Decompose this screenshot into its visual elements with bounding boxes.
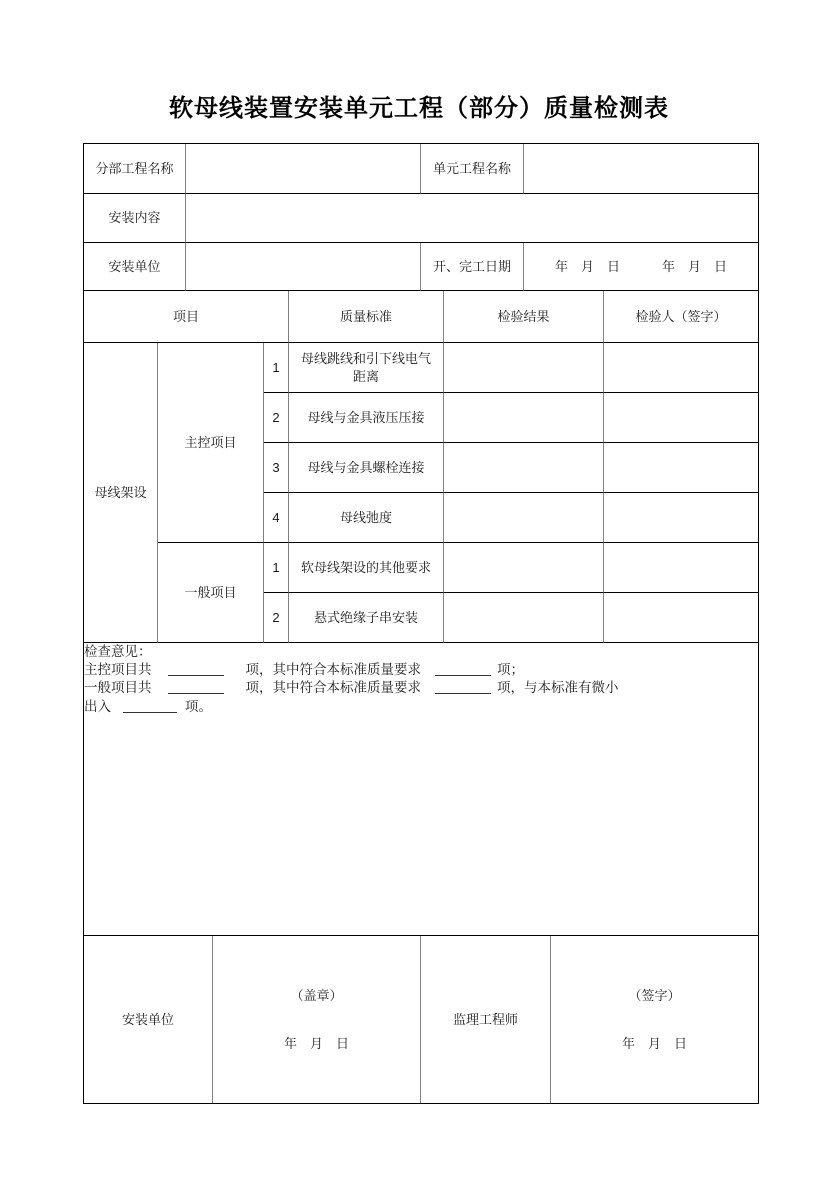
column-header-item: 项目: [84, 291, 289, 343]
item-standard: 母线弛度: [289, 493, 444, 543]
item-inspector-field[interactable]: [604, 493, 758, 543]
quality-inspection-form: [83, 143, 759, 1104]
item-number: 1: [264, 543, 289, 593]
inspection-opinion-section: [84, 643, 758, 936]
install-content-label: 安装内容: [84, 194, 186, 243]
item-result-field[interactable]: [444, 343, 604, 393]
group-label-busbar-erection: 母线架设: [84, 343, 158, 643]
deviation-summary-line: 出入 项。: [84, 698, 212, 714]
footer-install-unit-seal-area[interactable]: [213, 936, 421, 1103]
item-inspector-field[interactable]: [604, 593, 758, 643]
start-finish-date-field[interactable]: [524, 243, 758, 291]
general-total-blank[interactable]: [168, 680, 224, 694]
footer-supervisor-sign-area[interactable]: [551, 936, 758, 1103]
item-inspector-field[interactable]: [604, 543, 758, 593]
main-control-total-blank[interactable]: [168, 662, 224, 676]
start-date-placeholder[interactable]: 年 月 日: [554, 258, 620, 274]
install-unit-field[interactable]: [186, 243, 421, 291]
install-unit-label: 安装单位: [84, 243, 186, 291]
column-header-result: 检验结果: [444, 291, 604, 343]
division-project-label: 分部工程名称: [84, 144, 186, 194]
footer-supervisor-label: 监理工程师: [421, 936, 551, 1103]
seal-date-placeholder[interactable]: 年 月 日: [283, 1035, 349, 1051]
item-number: 2: [264, 593, 289, 643]
item-standard: 母线跳线和引下线电气距离: [289, 343, 444, 393]
item-result-field[interactable]: [444, 593, 604, 643]
item-result-field[interactable]: [444, 543, 604, 593]
division-project-field[interactable]: [186, 144, 421, 194]
item-result-field[interactable]: [444, 393, 604, 443]
finish-date-placeholder[interactable]: 年 月 日: [662, 258, 728, 274]
section-label-main-control-items: 主控项目: [158, 343, 264, 543]
footer-install-unit-label: 安装单位: [84, 936, 213, 1103]
item-inspector-field[interactable]: [604, 443, 758, 493]
unit-project-label: 单元工程名称: [421, 144, 524, 194]
main-control-pass-blank[interactable]: [435, 662, 491, 676]
item-number: 2: [264, 393, 289, 443]
item-number: 4: [264, 493, 289, 543]
start-finish-date-label: 开、完工日期: [421, 243, 524, 291]
column-header-standard: 质量标准: [289, 291, 444, 343]
deviation-count-blank[interactable]: [123, 699, 177, 713]
item-inspector-field[interactable]: [604, 393, 758, 443]
item-number: 1: [264, 343, 289, 393]
item-standard: 母线与金具液压压接: [289, 393, 444, 443]
item-standard: 悬式绝缘子串安装: [289, 593, 444, 643]
item-result-field[interactable]: [444, 493, 604, 543]
main-control-summary-line: 主控项目共 项，其中符合本标准质量要求 项；: [84, 662, 524, 678]
item-result-field[interactable]: [444, 443, 604, 493]
install-content-field[interactable]: [186, 194, 758, 243]
general-summary-line: 一般项目共 项，其中符合本标准质量要求 项，与本标准有微小: [84, 680, 619, 696]
general-pass-blank[interactable]: [435, 680, 491, 694]
item-standard: 软母线架设的其他要求: [289, 543, 444, 593]
section-label-general-items: 一般项目: [158, 543, 264, 643]
sign-date-placeholder[interactable]: 年 月 日: [621, 1035, 687, 1051]
page-title: 软母线装置安装单元工程（部分）质量检测表: [169, 95, 669, 122]
seal-label: （盖章）: [290, 987, 343, 1003]
inspection-opinion-label: 检查意见：: [84, 644, 152, 659]
item-inspector-field[interactable]: [604, 343, 758, 393]
unit-project-field[interactable]: [524, 144, 758, 194]
sign-label: （签字）: [628, 987, 681, 1003]
item-standard: 母线与金具螺栓连接: [289, 443, 444, 493]
column-header-inspector: 检验人（签字）: [604, 291, 758, 343]
item-number: 3: [264, 443, 289, 493]
